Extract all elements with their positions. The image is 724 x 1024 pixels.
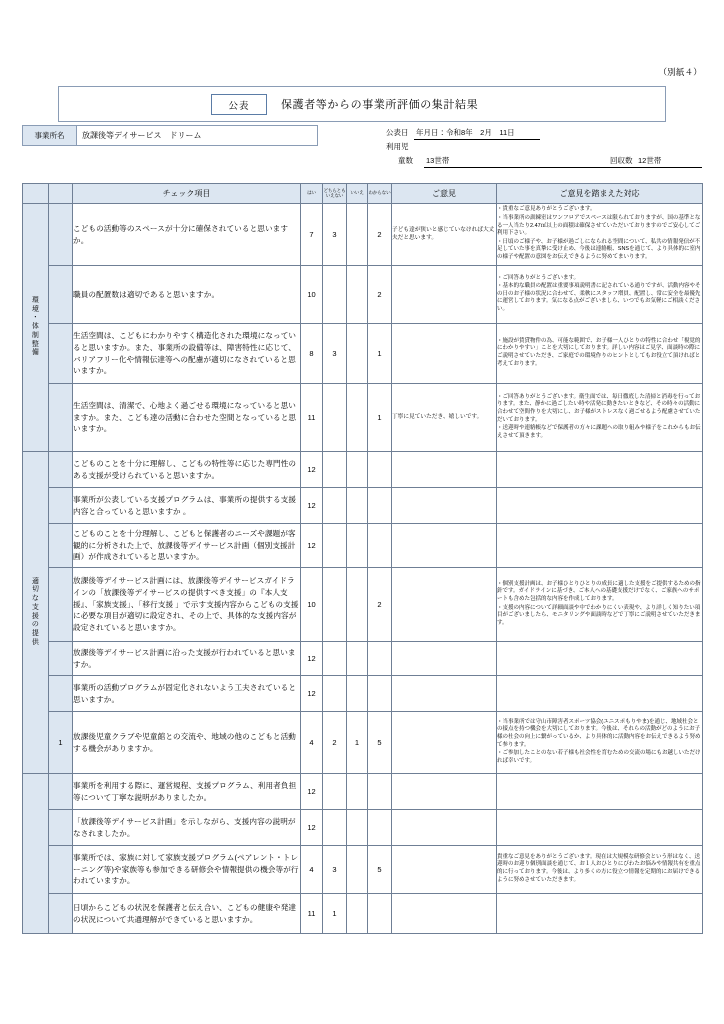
collected-count-label: 回収数 [610,156,633,165]
response-cell [497,676,703,712]
check-item-cell: 生活空間は、清潔で、心地よく過ごせる環境になっていると思いますか。また、こども達の活動に合わせた空間となっていると思いますか。 [73,384,301,452]
response-cell [497,452,703,488]
count-either-cell [323,488,347,524]
row-number-cell [49,568,73,642]
office-name-label: 事業所名 [23,126,77,145]
table-row [23,452,703,488]
response-cell: ・施設が賃貸物件の為、可能な範囲で、お子様一人ひとりの特性に合わせ「視覚的にわかりやすい」ことを大切にしております。詳しい内容はご見学、面談時の際にご説明させていただき、ご家庭での環境作りのヒントとしてもお役立て頂ければと考えております。 [497,324,703,384]
row-number-cell [49,524,73,568]
count-either-cell [323,452,347,488]
count-unknown-cell: 5 [368,712,392,774]
check-item-cell: 職員の配置数は適切であると思いますか。 [73,266,301,324]
row-number-cell [49,488,73,524]
count-yes-cell: 12 [301,488,323,524]
category-cell [23,774,49,934]
response-cell [497,524,703,568]
count-either-cell: 2 [323,712,347,774]
table-row [23,846,703,894]
count-either-cell [323,568,347,642]
opinion-cell [392,452,497,488]
row-number-cell [49,204,73,266]
count-no-cell [347,676,368,712]
count-unknown-cell: 5 [368,846,392,894]
counts-rule [424,167,702,168]
user-children-line [386,140,702,154]
check-item-cell: 生活空間は、こどもにわかりやすく構造化された環境になっていると思いますか。また、事業所の設備等は、障害特性に応じて、バリアフリー化や情報伝達等への配慮が適切になされていると思いますか。 [73,324,301,384]
publish-date-value: 年月日：令和8年 2月 11日 [416,128,515,137]
publish-date-label: 公表日 [386,128,409,137]
opinion-cell [392,642,497,676]
count-either-cell [323,774,347,810]
count-yes-cell: 12 [301,676,323,712]
response-cell [497,894,703,934]
count-unknown-cell: 2 [368,266,392,324]
table-row [23,524,703,568]
check-item-cell: 放課後等デイサービス計画には、放課後等デイサービスガイドラインの「放課後等デイサービスの提供すべき支援」の『本人支援』、「家族支援」、「移行支援 」で示す支援内容からこどもの支援に必要な項目が適切に設定され、その上で、具体的な支援内容が設定されていると思いますか。 [73,568,301,642]
count-no-cell [347,524,368,568]
count-either-cell: 3 [323,204,347,266]
count-unknown-cell [368,810,392,846]
count-no-cell [347,810,368,846]
response-cell: ・ご回答ありがとうございます。衛生面では、毎日徹底した清掃と消毒を行っております。また、静かに過ごしたい時や活発に動きたいときなど、その時々の活動に合わせて空間作りを大切にし、お子様がストレスなく過ごせるよう配慮させていただいております。 ・送迎時や連絡帳などで保護者の方々に課題への取り組みや様子をこれからもお伝えさせて頂きます。 [497,384,703,452]
row-number-cell [49,384,73,452]
table-row [23,712,703,774]
table-head [23,184,703,204]
count-no-cell: 1 [347,712,368,774]
opinion-cell: 子ども達が狭いと感じていなければ大丈夫だと思います。 [392,204,497,266]
row-number-cell [49,452,73,488]
row-number-cell [49,676,73,712]
publish-date-line [386,126,702,140]
check-item-cell: 放課後等デイサービス計画に沿った支援が行われていると思いますか。 [73,642,301,676]
count-yes-cell: 10 [301,568,323,642]
count-yes-cell: 11 [301,894,323,934]
check-item-cell: 事業所では、家族に対して家族支援プログラム(ペアレント・トレーニング等)や家族等も参加できる研修会や情報提供の機会等が行われていますか。 [73,846,301,894]
count-yes-cell: 12 [301,452,323,488]
count-yes-cell: 10 [301,266,323,324]
response-cell [497,642,703,676]
meta-block [386,126,702,168]
table-row [23,676,703,712]
opinion-cell [392,488,497,524]
opinion-cell [392,846,497,894]
sheet-label: （別紙４） [658,67,702,77]
office-name-value: 放課後等デイサービス ドリーム [77,126,317,145]
response-cell: ・ご回答ありがとうございます。 ・基本的な職員の配置は重要事項説明書に記されている通りですが、活動内容やその日のお子様の状況に合わせて、柔軟にスタッフ増員、配置し、常に安全を最優先に運営しております。気になる点がございましら、いつでもお気軽にご相談ください。 [497,266,703,324]
col-unknown: わからない [368,184,392,204]
count-unknown-cell [368,774,392,810]
table-header-row [23,184,703,204]
table-row [23,774,703,810]
count-either-cell [323,810,347,846]
table-row [23,266,703,324]
count-unknown-cell: 2 [368,568,392,642]
count-yes-cell: 12 [301,774,323,810]
table-row [23,488,703,524]
count-unknown-cell: 2 [368,204,392,266]
check-item-cell: 日頃からこどもの状況を保護者と伝え合い、こどもの健康や発達の状況について共通理解ができていると思いますか。 [73,894,301,934]
response-cell [497,810,703,846]
count-unknown-cell: 1 [368,324,392,384]
response-cell: ・当事業所では守山市障害者スポーツ協会(ユニスポもりやま)を通じ、地域社会との接点を持つ機会を大切にしております。今後は、それらの活動がどのようにお子様の社会の向上に繋がっているか、より具体的に活動内容をお伝えできるよう努めて参ります。 ・ご参加したことのない若子様も社会性を育むための交流の場にもお越しいただければ幸いです。 [497,712,703,774]
row-number-cell [49,266,73,324]
count-either-cell: 1 [323,894,347,934]
survey-results-table [22,183,703,934]
check-item-cell: 事業所が公表している支援プログラムは、事業所の提供する支援内容と合っていると思いますか 。 [73,488,301,524]
count-no-cell [347,204,368,266]
response-cell [497,774,703,810]
count-unknown-cell [368,524,392,568]
col-no: いいえ [347,184,368,204]
opinion-cell [392,568,497,642]
count-no-cell [347,774,368,810]
count-unknown-cell [368,452,392,488]
count-no-cell [347,642,368,676]
count-either-cell [323,266,347,324]
row-number-cell [49,642,73,676]
col-response: ご意見を踏まえた対応 [497,184,703,204]
count-no-cell [347,266,368,324]
response-cell: ・貴重なご意見ありがとうございます。 ・当事業所の訓練室はワンフロアでスペースは限られておりますが、国の基準となる一人当たり2.47㎡以上の面積は確保させていただいておりますのでご安心してご利用下さい。 ・日頃のご様子や、お子様が過ごしになられる空間について、私共の情報発信が不足していた事を真摯に受け止め、今後は連絡帳、SNSを通じて、より具体的に室内の様子や配置の意図をお伝えできるように努めてまいります。 [497,204,703,266]
count-either-cell [323,676,347,712]
opinion-cell [392,676,497,712]
count-no-cell [347,384,368,452]
count-no-cell [347,568,368,642]
count-yes-cell: 4 [301,846,323,894]
response-cell: 貴重なご意見をありがとうございます。現在は大規模な研修会という形はなく、送迎時のお迎り個別面談を通じて、お１人おひとりにびわたお悩みや情報共有を重点的に行っております。今後は、より多くの方に役立つ情報を定期的にお届けできるように努めさせていただきます。 [497,846,703,894]
count-yes-cell: 12 [301,524,323,568]
check-item-cell: 「放課後等デイサービス計画」を示しながら、支援内容の説明がなされましたか。 [73,810,301,846]
table-row [23,894,703,934]
opinion-cell [392,712,497,774]
collected-count-value: 12世帯 [638,156,662,165]
col-check-item: チェック項目 [73,184,301,204]
row-number-cell [49,846,73,894]
table-row [23,384,703,452]
count-no-cell [347,324,368,384]
count-unknown-cell [368,676,392,712]
count-either-cell: 3 [323,846,347,894]
count-unknown-cell [368,488,392,524]
count-either-cell [323,384,347,452]
response-cell: ・個別支援計画は、お子様ひとりひとりの成長に適した支援をご提供するための指針です。ガイドラインに基づき、ご本人への基礎支援だけでなく、ご家族へのサポートも含めた包括的な内容を作成しております。 ・支援の内容について詳細面談や中でわかりにくい表現や、より詳しく知りたい項目がございましたら、モニタリングや面談時などで丁寧にご説明させていただきます。 [497,568,703,642]
col-yes: はい [301,184,323,204]
title-band [58,86,666,122]
office-name-row [22,125,318,146]
col-opinion: ご意見 [392,184,497,204]
count-unknown-cell [368,642,392,676]
count-either-cell: 3 [323,324,347,384]
col-either: どちらともいえない [323,184,347,204]
table-row [23,568,703,642]
count-yes-cell: 4 [301,712,323,774]
row-number-cell [49,894,73,934]
count-yes-cell: 7 [301,204,323,266]
row-number-cell [49,774,73,810]
opinion-cell [392,266,497,324]
child-count-label: 童数 [398,156,413,165]
child-count-value: 13世帯 [426,156,450,165]
response-cell [497,488,703,524]
category-cell: 適 切 な 支 援 の 提 供 [23,452,49,774]
count-yes-cell: 12 [301,642,323,676]
counts-line [386,154,702,168]
user-children-label: 利用児 [386,142,409,151]
check-item-cell: 事業所の活動プログラムが固定化されないよう工夫されていると思いますか。 [73,676,301,712]
count-no-cell [347,846,368,894]
check-item-cell: こどもの活動等のスペースが十分に確保されていると思いますか。 [73,204,301,266]
opinion-cell [392,524,497,568]
table-row [23,810,703,846]
row-number-cell [49,810,73,846]
opinion-cell [392,324,497,384]
check-item-cell: 放課後児童クラブや児童館との交流や、地域の他のこどもと活動する機会がありますか。 [73,712,301,774]
count-no-cell [347,488,368,524]
count-yes-cell: 8 [301,324,323,384]
count-either-cell [323,524,347,568]
table-row [23,324,703,384]
check-item-cell: こどものことを十分に理解し、こどもの特性等に応じた専門性のある支援が受けられていると思いますか。 [73,452,301,488]
count-yes-cell: 11 [301,384,323,452]
opinion-cell: 丁寧に見ていただき、嬉しいです。 [392,384,497,452]
check-item-cell: こどものことを十分理解し、こどもと保護者のニーズや課題が客観的に分析された上で、放課後等デイサービス計画（個別支援計画）が作成されていると思いますか。 [73,524,301,568]
category-cell: 環 境 ・ 体 制 整 備 [23,204,49,452]
opinion-cell [392,810,497,846]
col-category [23,184,49,204]
table-row [23,642,703,676]
table-body [23,204,703,934]
page-title: 保護者等からの事業所評価の集計結果 [281,99,479,111]
count-no-cell [347,452,368,488]
count-either-cell [323,642,347,676]
public-disclosure-badge: 公表 [211,94,267,115]
opinion-cell [392,774,497,810]
table-row [23,204,703,266]
row-number-cell [49,324,73,384]
count-yes-cell: 12 [301,810,323,846]
count-unknown-cell [368,894,392,934]
col-number [49,184,73,204]
row-number-cell: 1 [49,712,73,774]
check-item-cell: 事業所を利用する際に、運営規程、支援プログラム、利用者負担等について丁寧な説明がありましたか。 [73,774,301,810]
count-no-cell [347,894,368,934]
count-unknown-cell: 1 [368,384,392,452]
opinion-cell [392,894,497,934]
